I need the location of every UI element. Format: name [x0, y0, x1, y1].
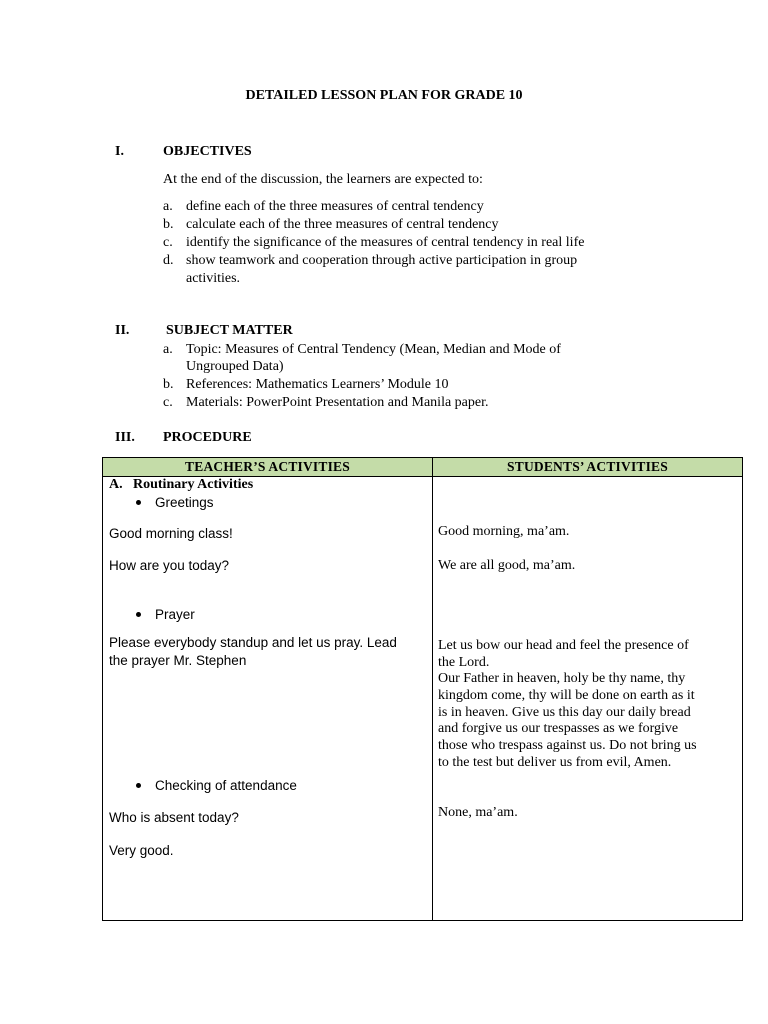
student-prayer-line: is in heaven. Give us this day our daily bread: [438, 705, 691, 720]
objective-marker: a.: [163, 199, 173, 214]
teacher-activities-header: TEACHER’S ACTIVITIES: [185, 459, 350, 474]
document-title: DETAILED LESSON PLAN FOR GRADE 10: [245, 88, 523, 103]
bullet-icon: [136, 612, 141, 617]
routinary-activities-heading: Routinary Activities: [133, 477, 254, 492]
student-attendance-response: None, ma’am.: [438, 805, 518, 820]
section-heading-procedure: PROCEDURE: [163, 430, 252, 445]
student-greeting-response: Good morning, ma’am.: [438, 524, 570, 539]
student-prayer-line: Let us bow our head and feel the presence of: [438, 638, 689, 653]
subject-marker: a.: [163, 342, 173, 357]
student-wellbeing-response: We are all good, ma’am.: [438, 558, 576, 573]
objective-item: define each of the three measures of central tendency: [186, 199, 484, 214]
teacher-prayer-text-continuation: the prayer Mr. Stephen: [109, 653, 247, 668]
column-divider: [432, 458, 433, 920]
section-number-objectives: I.: [115, 144, 124, 159]
teacher-prayer-text: Please everybody standup and let us pray. Lead: [109, 635, 397, 650]
attendance-label: Checking of attendance: [155, 778, 297, 793]
subject-item-continuation: Ungrouped Data): [186, 359, 284, 374]
objective-item: calculate each of the three measures of central tendency: [186, 217, 499, 232]
student-prayer-line: and forgive us our trespasses as we forgive: [438, 721, 679, 736]
objective-item: show teamwork and cooperation through active participation in group: [186, 253, 578, 268]
teacher-question-text: How are you today?: [109, 558, 230, 573]
subject-marker: c.: [163, 395, 173, 410]
student-prayer-line: the Lord.: [438, 655, 490, 670]
prayer-label: Prayer: [155, 607, 195, 622]
subject-item: Materials: PowerPoint Presentation and Manila paper.: [186, 395, 489, 410]
section-heading-subject-matter: SUBJECT MATTER: [166, 323, 293, 338]
subject-item: Topic: Measures of Central Tendency (Mean, Median and Mode of: [186, 342, 561, 357]
objective-marker: c.: [163, 235, 173, 250]
student-prayer-line: kingdom come, thy will be done on earth as it: [438, 688, 695, 703]
objective-item: identify the significance of the measures of central tendency in real life: [186, 235, 585, 250]
student-prayer-line: Our Father in heaven, holy be thy name, thy: [438, 671, 686, 686]
student-prayer-line: to the test but deliver us from evil, Amen.: [438, 755, 672, 770]
objective-marker: d.: [163, 253, 174, 268]
table-header-row: [103, 458, 742, 477]
section-number-procedure: III.: [115, 430, 135, 445]
student-prayer-line: those who trespass against us. Do not bring us: [438, 738, 697, 753]
section-number-subject-matter: II.: [115, 323, 130, 338]
objectives-intro: At the end of the discussion, the learners are expected to:: [163, 172, 483, 187]
section-heading-objectives: OBJECTIVES: [163, 144, 252, 159]
procedure-table: [102, 457, 743, 921]
subject-marker: b.: [163, 377, 174, 392]
routinary-marker: A.: [109, 477, 123, 492]
teacher-greeting-text: Good morning class!: [109, 526, 233, 541]
objective-item-continuation: activities.: [186, 271, 241, 286]
teacher-very-good-text: Very good.: [109, 843, 174, 858]
subject-item: References: Mathematics Learners’ Module 10: [186, 377, 449, 392]
student-activities-header: STUDENTS’ ACTIVITIES: [507, 459, 668, 474]
bullet-icon: [136, 500, 141, 505]
bullet-icon: [136, 783, 141, 788]
teacher-attendance-question: Who is absent today?: [109, 810, 239, 825]
objective-marker: b.: [163, 217, 174, 232]
greetings-label: Greetings: [155, 495, 214, 510]
